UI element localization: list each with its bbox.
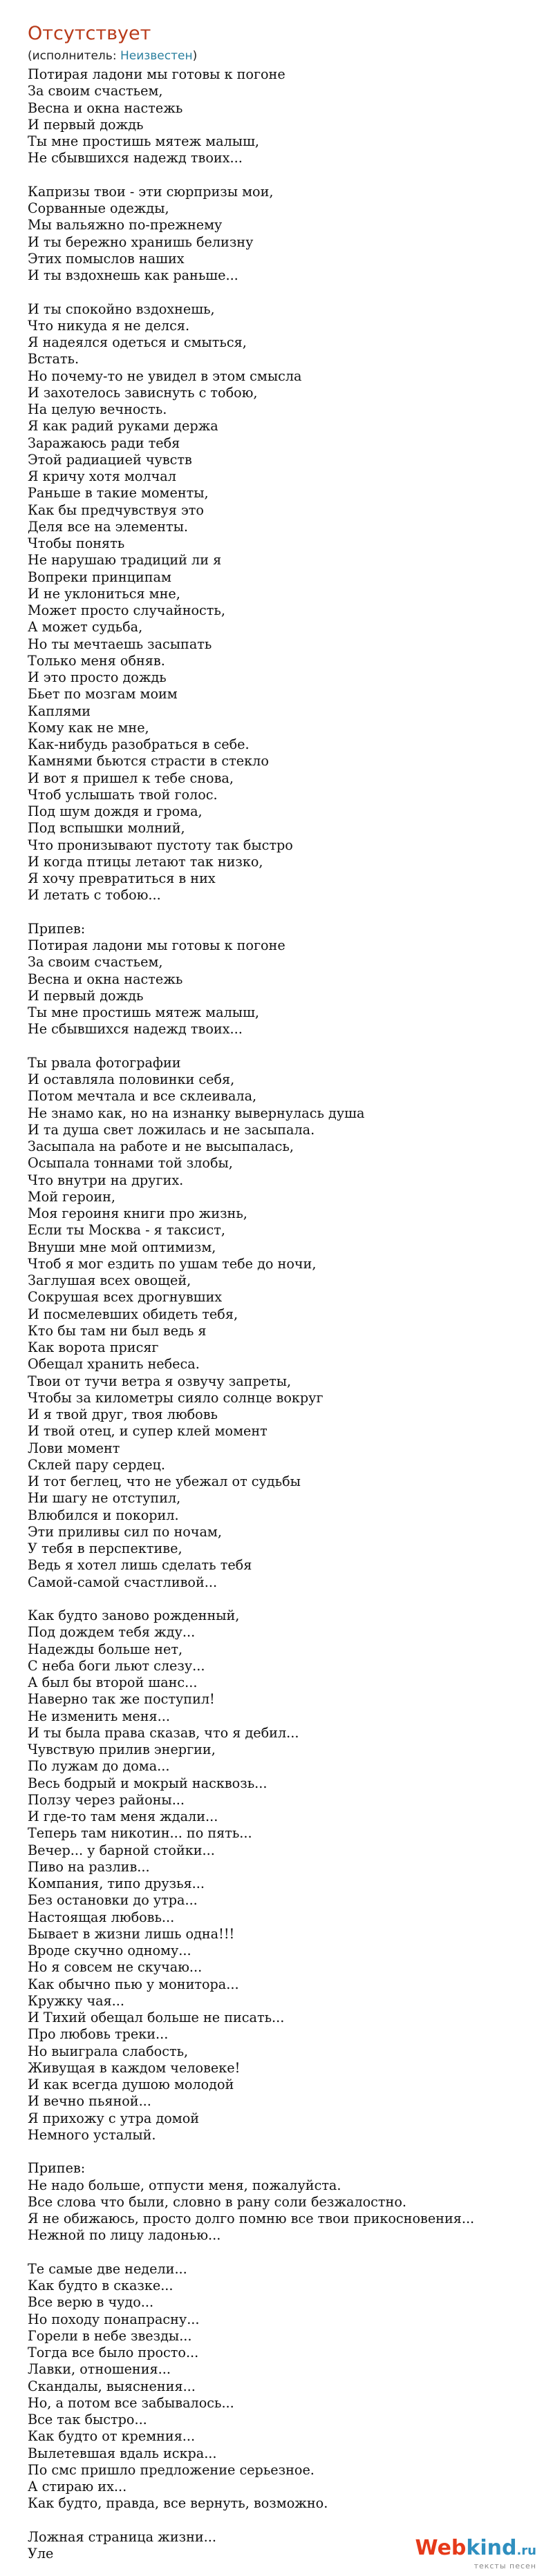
lyric-line: Те самые две недели... [28, 2260, 187, 2277]
lyric-line: Эти приливы сил по ночам, [28, 1523, 222, 1540]
lyric-line: Уле [28, 2546, 54, 2561]
lyric-line: Лови момент [28, 1440, 120, 1456]
lyric-line: Ты мне простишь мятеж малыш, [28, 1004, 260, 1020]
lyric-line: Все так быстро... [28, 2412, 147, 2427]
lyric-line: Как обычно пью у монитора... [28, 1976, 239, 1992]
lyric-line: Встать. [28, 351, 79, 368]
lyric-line: Ползу через районы... [28, 1791, 185, 1808]
lyric-line: И я твой друг, твоя любовь [28, 1406, 218, 1422]
logo-wordmark [415, 2537, 536, 2562]
lyric-line: Потирая ладони мы готовы к погоне [28, 66, 285, 82]
lyric-line: Не надо больше, отпусти меня, пожалуйста. [28, 2177, 341, 2193]
lyric-line: Капризы твои - эти сюрпризы мои, [28, 183, 274, 200]
lyric-line: И ты спокойно вздохнешь, [28, 300, 215, 317]
lyric-line: Ты мне простишь мятеж малыш, [28, 133, 260, 149]
lyric-line: Внуши мне мой оптимизм, [28, 1239, 216, 1255]
lyric-line: Не изменить меня... [28, 1708, 170, 1724]
lyric-line: И где-то там меня ждали... [28, 1809, 218, 1824]
lyric-line: За своим счастьем, [28, 83, 163, 99]
lyric-line: Я не обижаюсь, просто долго помню все твои прикосновения... [28, 2211, 475, 2226]
lyric-line: Без остановки до утра... [28, 1892, 198, 1909]
lyric-line: Но, а потом все забывалось... [28, 2394, 234, 2411]
lyric-line: Каплями [28, 703, 91, 719]
lyric-line: Камнями бьются страсти в стекло [28, 753, 269, 770]
lyric-line: Вылетевшая вдаль искра... [28, 2445, 217, 2461]
lyric-line: Припев: [28, 2160, 86, 2177]
lyric-line: Засыпала на работе и не высыпалась, [28, 1138, 294, 1154]
lyric-line: Кто бы там ни был ведь я [28, 1322, 207, 1339]
lyric-line: Этой радиацией чувств [28, 451, 192, 468]
lyric-line: Я хочу превратиться в них [28, 870, 216, 886]
song-title: Отсутствует [28, 23, 151, 44]
lyric-line: Горели в небе звезды... [28, 2327, 192, 2344]
lyric-line: Заражаюсь ради тебя [28, 435, 180, 451]
lyric-line: Не сбывшихся надежд твоих... [28, 150, 243, 166]
lyric-line: Сокрушая всех дрогнувших [28, 1289, 223, 1306]
webkind-logo[interactable] [415, 2537, 536, 2570]
lyric-line: Что внутри на других. [28, 1172, 184, 1188]
lyric-line: Под шум дождя и грома, [28, 803, 203, 819]
lyric-line: И тот беглец, что не убежал от судьбы [28, 1473, 301, 1489]
lyric-line: И первый дождь [28, 116, 144, 133]
lyric-line: Надежды больше нет, [28, 1641, 183, 1657]
lyric-line: И не уклониться мне, [28, 585, 180, 602]
lyric-line: Я надеялся одеться и смыться, [28, 334, 247, 350]
artist-suffix: ) [192, 49, 198, 63]
lyric-line: Что пронизывают пустоту так быстро [28, 837, 293, 853]
stanza-break [28, 904, 539, 921]
lyric-line: По смс пришло предложение серьезное. [28, 2461, 315, 2478]
lyric-line: И это просто дождь [28, 669, 167, 685]
lyric-line: Как будто заново рожденный, [28, 1607, 240, 1623]
lyric-line: Все верю в чудо... [28, 2294, 154, 2311]
lyric-line: Чтобы понять [28, 535, 125, 551]
lyric-line: Чтобы за километры сияло солнце вокруг [28, 1389, 324, 1406]
artist-line [28, 48, 197, 64]
lyric-line: Наверно так же поступил! [28, 1691, 215, 1708]
stanza-break [28, 167, 539, 184]
lyric-line: Мы вальяжно по-прежнему [28, 217, 223, 233]
lyric-line: Потом мечтала и все склеивала, [28, 1088, 257, 1105]
lyric-line: Заглушая всех овощей, [28, 1272, 191, 1288]
stanza-break [28, 1038, 539, 1055]
lyric-line: Ты рвала фотографии [28, 1054, 181, 1071]
lyric-line: Чувствую прилив энергии, [28, 1742, 216, 1757]
lyric-line: Теперь там никотин... по пять... [28, 1825, 252, 1842]
lyric-line: Твои от тучи ветра я озвучу запреты, [28, 1373, 292, 1389]
lyric-line: Скандалы, выяснения... [28, 2378, 196, 2394]
lyric-line: Как ворота присяг [28, 1339, 159, 1355]
lyric-line: Пиво на разлив... [28, 1858, 150, 1875]
artist-prefix: (исполнитель: [28, 49, 120, 63]
lyric-line: У тебя в перспективе, [28, 1540, 182, 1556]
lyric-line: Припев: [28, 920, 86, 937]
stanza-break [28, 2512, 539, 2529]
lyric-line: Чтоб услышать твой голос. [28, 786, 218, 803]
lyric-line: Чтоб я мог ездить по ушам тебе до ночи, [28, 1255, 317, 1272]
lyric-line: И захотелось зависнуть с тобою, [28, 384, 258, 401]
lyric-line: А стираю их... [28, 2479, 127, 2494]
lyric-line: Но выиграла слабость, [28, 2043, 189, 2059]
lyric-line: Лавки, отношения... [28, 2361, 171, 2378]
lyric-line: Вечер... у барной стойки... [28, 1842, 215, 1858]
lyric-line: И вечно пьяной... [28, 2093, 151, 2110]
logo-kind: kind [466, 2536, 517, 2560]
stanza-break [28, 1591, 539, 1607]
lyric-line: И когда птицы летают так низко, [28, 853, 263, 870]
lyric-line: Как будто от кремния... [28, 2428, 196, 2445]
lyric-line: И оставляла половинки себя, [28, 1071, 235, 1087]
lyric-line: Не знамо как, но на изнанку вывернулась душа [28, 1105, 365, 1121]
lyric-line: Раньше в такие моменты, [28, 485, 209, 502]
lyric-line: На целую вечность. [28, 401, 167, 417]
lyric-line: Кому как не мне, [28, 719, 149, 736]
lyric-line: Весь бодрый и мокрый насквозь... [28, 1775, 268, 1791]
lyric-line: Только меня обняв. [28, 652, 165, 669]
lyric-line: Все слова что были, словно в рану соли безжалостно. [28, 2193, 406, 2210]
lyric-line: Мой героин, [28, 1188, 116, 1205]
lyric-line: А может судьба, [28, 619, 143, 636]
lyric-line: Но ты мечтаешь засыпать [28, 636, 212, 652]
lyric-line: И первый дождь [28, 987, 144, 1004]
lyric-line: А был бы второй шанс... [28, 1675, 198, 1690]
lyric-line: Потирая ладони мы готовы к погоне [28, 937, 285, 953]
lyric-line: Деля все на элементы. [28, 518, 189, 535]
lyric-line: Бьет по мозгам моим [28, 686, 178, 703]
lyrics-block [28, 66, 539, 2562]
stanza-break [28, 284, 539, 300]
lyric-line: И твой отец, и супер клей момент [28, 1423, 268, 1440]
lyric-line: По лужам до дома... [28, 1758, 170, 1775]
artist-link[interactable]: Неизвестен [120, 49, 193, 63]
lyric-line: Про любовь треки... [28, 2026, 169, 2043]
lyric-line: Бывает в жизни лишь одна!!! [28, 1925, 235, 1942]
lyric-line: Как-нибудь разобраться в себе. [28, 736, 250, 752]
lyric-line: Под вспышки молний, [28, 820, 185, 837]
lyric-line: И Тихий обещал больше не писать... [28, 2010, 285, 2025]
lyric-line: И как всегда душою молодой [28, 2077, 234, 2092]
lyric-line: И ты бережно хранишь белизну [28, 233, 254, 250]
lyric-line: Этих помыслов наших [28, 250, 185, 267]
lyric-line: И вот я пришел к тебе снова, [28, 770, 234, 786]
lyric-line: С неба боги льют слезу... [28, 1657, 205, 1674]
lyric-line: Как бы предчувствуя это [28, 502, 204, 518]
lyric-line: Как будто в сказке... [28, 2278, 174, 2293]
lyric-line: Тогда все было просто... [28, 2345, 199, 2360]
logo-tagline: тексты песен [474, 2561, 536, 2570]
lyric-line: Может просто случайность, [28, 602, 225, 618]
lyric-line: Осыпала тоннами той злобы, [28, 1155, 233, 1172]
lyric-line: Как будто, правда, все вернуть, возможно. [28, 2495, 328, 2512]
lyric-line: Сорванные одежды, [28, 200, 169, 216]
lyric-line: Вопреки принципам [28, 569, 171, 585]
lyric-line: Компания, типо друзья... [28, 1876, 205, 1891]
lyric-line: Не сбывшихся надежд твоих... [28, 1021, 243, 1038]
lyric-line: Ложная страница жизни... [28, 2528, 216, 2545]
logo-ru: .ru [516, 2544, 536, 2558]
lyric-line: Что никуда я не делся. [28, 317, 190, 334]
lyric-line: Нежной по лицу ладонью... [28, 2227, 221, 2244]
lyric-line: И летать с тобою... [28, 887, 161, 904]
lyric-line: За своим счастьем, [28, 954, 163, 971]
lyric-line: И ты вздохнешь как раньше... [28, 267, 238, 283]
lyric-line: Немного усталый. [28, 2126, 156, 2143]
lyric-line: Я прихожу с утра домой [28, 2110, 200, 2126]
lyric-line: Самой-самой счастливой... [28, 1574, 218, 1590]
lyric-line: Но почему-то не увидел в этом смысла [28, 368, 302, 384]
lyric-line: Кружку чая... [28, 1992, 124, 2009]
lyric-line: Живущая в каждом человеке! [28, 2059, 241, 2076]
lyric-line: Весна и окна настежь [28, 99, 183, 116]
lyric-line: Ведь я хотел лишь сделать тебя [28, 1557, 252, 1574]
lyric-line: Вроде скучно одному... [28, 1943, 191, 1958]
lyric-line: Но походу понапрасну... [28, 2311, 200, 2327]
lyric-line: Ни шагу не отступил, [28, 1490, 181, 1507]
lyric-line: Если ты Москва - я таксист, [28, 1222, 225, 1239]
lyric-line: И посмелевших обидеть тебя, [28, 1306, 238, 1322]
lyric-line: Склей пару сердец. [28, 1456, 165, 1473]
stanza-break [28, 2144, 539, 2160]
lyric-line: Влюбился и покорил. [28, 1507, 179, 1523]
lyric-line: Настоящая любовь... [28, 1909, 175, 1925]
lyric-line: Я как радий руками держа [28, 418, 218, 435]
logo-web: Web [415, 2536, 467, 2560]
lyric-line: Под дождем тебя жду... [28, 1624, 196, 1641]
lyric-line: Весна и окна настежь [28, 971, 183, 987]
stanza-break [28, 2244, 539, 2261]
lyric-line: Обещал хранить небеса. [28, 1356, 200, 1373]
lyric-line: Моя героиня книги про жизнь, [28, 1205, 247, 1221]
lyric-line: Я кричу хотя молчал [28, 468, 176, 484]
lyric-line: И та душа свет ложилась и не засыпала. [28, 1121, 315, 1138]
lyric-line: Не нарушаю традиций ли я [28, 552, 222, 569]
lyric-line: Но я совсем не скучаю... [28, 1959, 203, 1976]
lyric-line: И ты была права сказав, что я дебил... [28, 1724, 299, 1741]
